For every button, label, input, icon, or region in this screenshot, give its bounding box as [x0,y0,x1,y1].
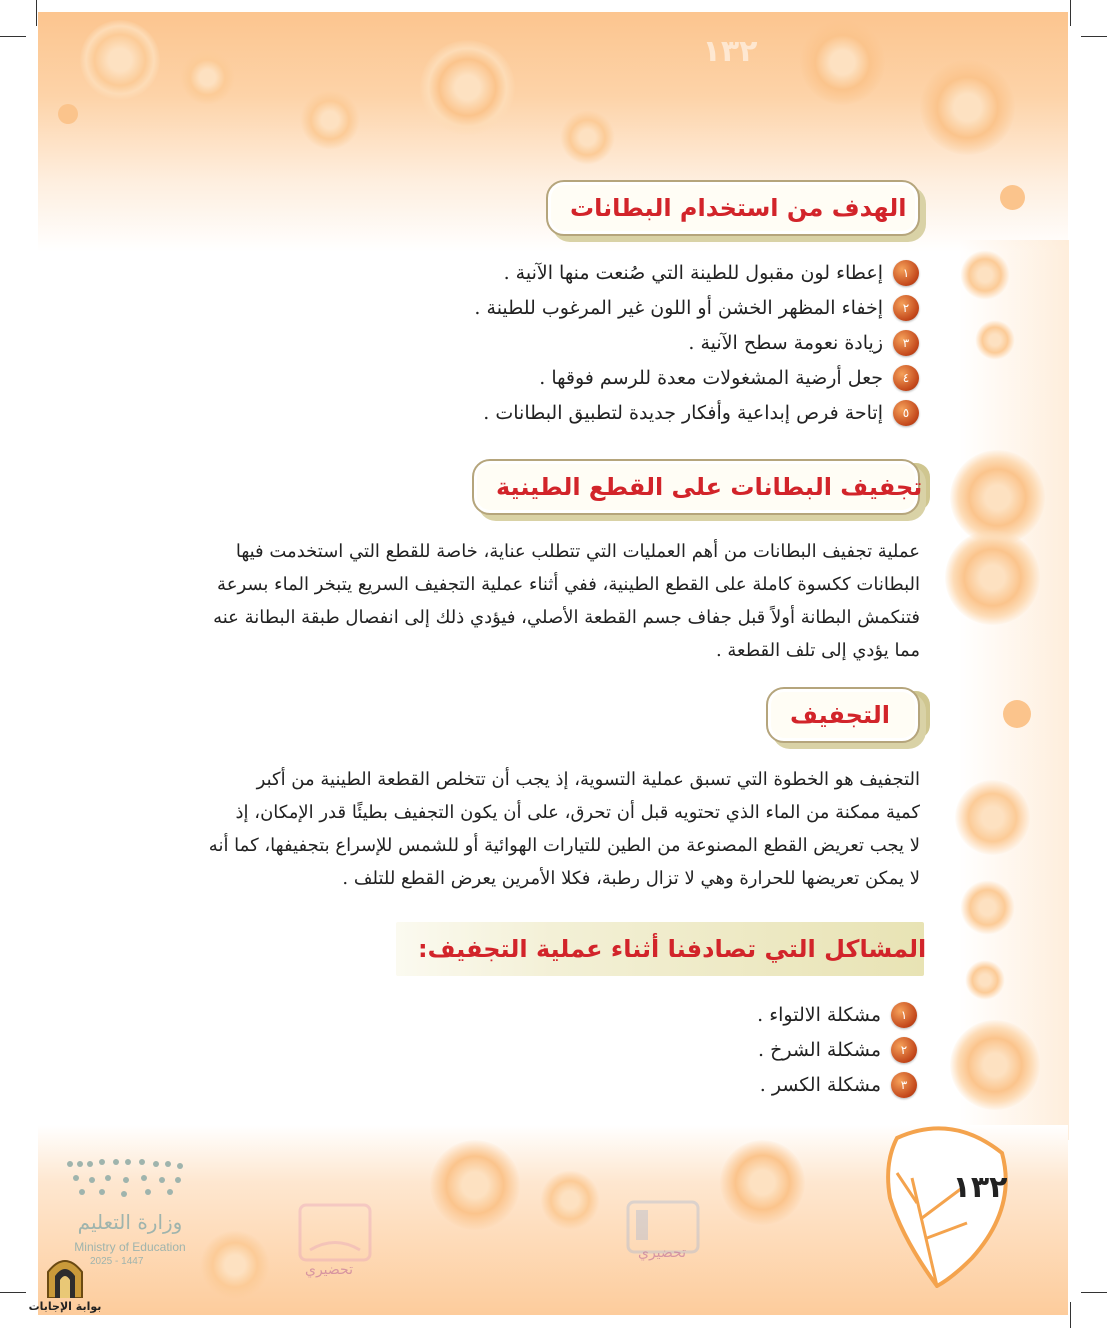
flower-decoration [300,90,360,150]
flower-decoration [720,1140,805,1225]
purpose-list [474,255,919,430]
dot-decoration [1000,185,1025,210]
list-item-text: مشكلة الالتواء . [757,1003,881,1026]
number-badge-icon: ٣ [891,1072,917,1098]
watermark-label: تحضيري [305,1262,353,1278]
flower-decoration [180,50,235,105]
crop-mark [1070,0,1071,26]
list-item [474,395,919,430]
list-item-text: إعطاء لون مقبول للطينة التي صُنعت منها الآنية . [503,261,883,284]
ministry-name-arabic: وزارة التعليم [77,1210,183,1234]
watermark-label: تحضيري [638,1245,686,1261]
crop-mark [1070,1302,1071,1328]
number-badge-icon: ٢ [891,1037,917,1063]
section-heading-drying [766,687,920,743]
crop-mark [0,1292,26,1293]
crop-mark [1081,36,1107,37]
flower-decoration [80,20,160,100]
flower-decoration [965,960,1005,1000]
dot-decoration [58,104,78,124]
flower-decoration [200,1230,270,1300]
flower-decoration [955,780,1030,855]
number-badge-icon: ٢ [893,295,919,321]
paragraph-line: التجفيف هو الخطوة التي تسبق عملية التسوية، إذ يجب أن تتخلص القطعة الطينية من أكبر [256,769,920,790]
ministry-logo-icon [62,1154,192,1198]
heading-text: المشاكل التي تصادفنا أثناء عملية التجفيف: [418,935,927,963]
ministry-year: 2025 - 1447 [90,1256,144,1267]
flower-decoration [950,1020,1040,1110]
list-item [757,1032,917,1067]
flower-decoration [975,320,1015,360]
crop-mark [36,0,37,26]
flower-decoration [960,250,1010,300]
list-item [474,255,919,290]
flower-decoration [800,20,885,105]
section-heading-drying-slips [472,459,923,515]
gate-logo-icon [44,1254,86,1298]
heading-text: الهدف من استخدام البطانات [570,194,907,222]
number-badge-icon: ٣ [893,330,919,356]
paragraph-line: مما يؤدي إلى تلف القطعة . [715,640,920,661]
list-item-text: مشكلة الشرخ . [758,1038,881,1061]
list-item [474,360,919,395]
problems-list [757,997,917,1102]
paragraph-line: فتنكمش البطانة أولاً قبل جفاف جسم القطعة الأصلي، فيؤدي ذلك إلى انفصال طبقة البطانة عنه [213,607,920,628]
flower-decoration [560,110,615,165]
section-heading-problems [396,922,927,976]
page-number: ١٣٢ [952,1170,1008,1205]
flower-decoration [945,530,1040,625]
drying-paragraph [135,763,920,895]
heading-text: التجفيف [790,701,890,729]
list-item-text: إتاحة فرص إبداعية وأفكار جديدة لتطبيق البطانات . [483,401,883,424]
list-item [474,290,919,325]
ministry-name-english: Ministry of Education [74,1240,186,1254]
drying-slips-paragraph [135,535,920,667]
dot-decoration [1003,700,1031,728]
paragraph-line: لا يجب تعريض القطع المصنوعة من الطين للتيارات الهوائية أو للشمس للإسراع بتجفيفها، كما أنه [208,835,920,856]
flower-decoration [920,60,1015,155]
list-item [757,997,917,1032]
paragraph-line: عملية تجفيف البطانات من أهم العمليات التي تتطلب عناية، خاصة للقطع التي استخدمت فيها [235,541,920,562]
faint-page-number: ١٣٢ [702,34,758,69]
list-item-text: مشكلة الكسر . [759,1073,881,1096]
flower-decoration [430,1140,520,1230]
list-item-text: جعل أرضية المشغولات معدة للرسم فوقها . [539,366,883,389]
number-badge-icon: ٥ [893,400,919,426]
paragraph-line: البطانات ككسوة كاملة على القطع الطينية، ففي أثناء عملية التجفيف السريع يتبخر الماء بسرعة [217,574,920,595]
crop-mark [1081,1292,1107,1293]
list-item [474,325,919,360]
section-heading-purpose [546,180,920,236]
site-label: بوابة الإجابات [28,1300,102,1313]
list-item [757,1067,917,1102]
paragraph-line: لا يمكن تعريضها للحرارة وهي لا تزال رطبة، فكلا الأمرين يعرض القطع للتلف . [342,868,920,889]
list-item-text: زيادة نعومة سطح الآنية . [688,331,883,354]
number-badge-icon: ٤ [893,365,919,391]
heading-text: تجفيف البطانات على القطع الطينية [496,473,923,501]
paragraph-line: كمية ممكنة من الماء الذي تحتويه قبل أن تحرق، على أن يكون التجفيف بطيئًا قدر الإمكان، إذ [235,802,920,823]
crop-mark [0,36,26,37]
flower-decoration [540,1170,600,1230]
number-badge-icon: ١ [893,260,919,286]
list-item-text: إخفاء المظهر الخشن أو اللون غير المرغوب للطينة . [474,296,883,319]
side-decorative-band [959,240,1069,1140]
flower-decoration [420,40,515,135]
number-badge-icon: ١ [891,1002,917,1028]
flower-decoration [960,880,1015,935]
